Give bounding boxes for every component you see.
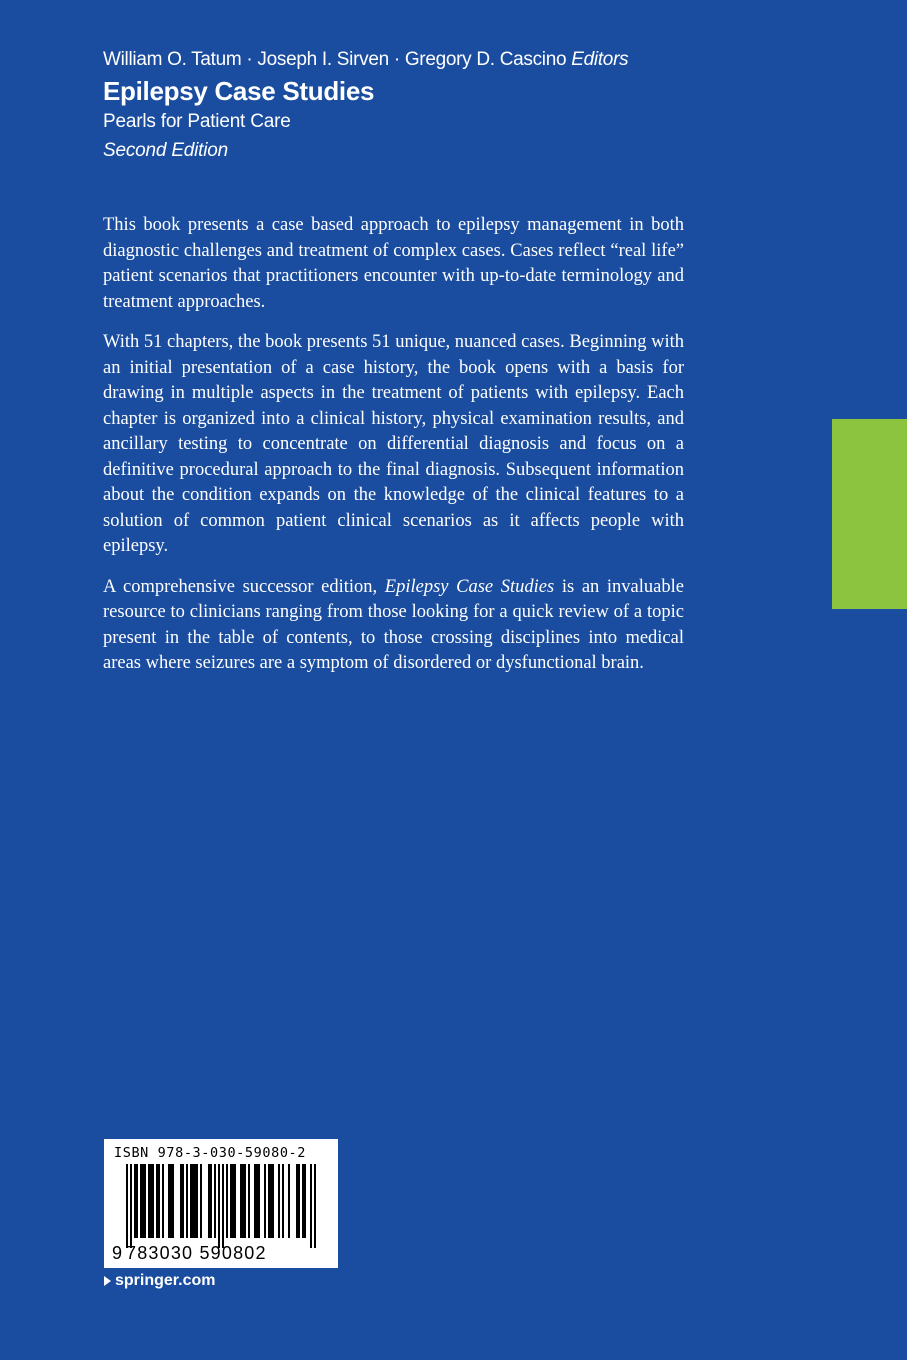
barcode-bar bbox=[288, 1164, 290, 1238]
barcode-bar bbox=[158, 1164, 160, 1238]
barcode-bar bbox=[310, 1164, 312, 1248]
barcode-bar bbox=[218, 1164, 220, 1248]
barcode-bar bbox=[264, 1164, 266, 1238]
triangle-arrow-icon bbox=[104, 1276, 111, 1286]
barcode-bar bbox=[278, 1164, 280, 1238]
barcode-bar bbox=[302, 1164, 304, 1238]
barcode-bar bbox=[190, 1164, 192, 1238]
cover-header bbox=[103, 46, 703, 166]
barcode-bar bbox=[152, 1164, 154, 1238]
book-title: Epilepsy Case Studies bbox=[103, 76, 375, 106]
barcode-bar bbox=[268, 1164, 270, 1238]
barcode-bar bbox=[144, 1164, 146, 1238]
barcode-bar bbox=[298, 1164, 300, 1238]
barcode-bar bbox=[304, 1164, 306, 1238]
barcode-digits: 783030 590802 bbox=[126, 1243, 267, 1263]
barcode-bar bbox=[314, 1164, 316, 1248]
barcode-bar bbox=[148, 1164, 150, 1238]
barcode-bar bbox=[256, 1164, 258, 1238]
barcode-bar bbox=[258, 1164, 260, 1238]
description-paragraph bbox=[103, 575, 684, 677]
paragraph-book-title: Epilepsy Case Studies bbox=[384, 576, 555, 597]
barcode-bar bbox=[130, 1164, 132, 1248]
barcode-bar bbox=[226, 1164, 228, 1238]
barcode-bar bbox=[240, 1164, 242, 1238]
book-description bbox=[103, 213, 684, 692]
barcode-bar bbox=[234, 1164, 236, 1238]
barcode-first-digit: 9 bbox=[112, 1243, 123, 1263]
barcode-bar bbox=[200, 1164, 202, 1238]
barcode-bar bbox=[192, 1164, 194, 1238]
barcode-bar bbox=[186, 1164, 188, 1238]
barcode-bar bbox=[150, 1164, 152, 1238]
barcode-bar bbox=[196, 1164, 198, 1238]
barcode-bar bbox=[248, 1164, 250, 1238]
barcode-bar bbox=[210, 1164, 212, 1238]
barcode-bar bbox=[214, 1164, 216, 1238]
paragraph-text: is an invaluable resource to clinicians ranging from those looking for a quick review of a topic present in the table of contents, to those crossing disciplines into medical areas where seizures are a symptom of disordered or dysfunctional brain. bbox=[103, 576, 684, 673]
isbn-label: ISBN 978-3-030-59080-2 bbox=[114, 1145, 307, 1161]
barcode-bar bbox=[282, 1164, 284, 1238]
color-tab bbox=[832, 419, 907, 609]
paragraph-text: A comprehensive successor edition, bbox=[103, 576, 385, 597]
book-subtitle: Pearls for Patient Care bbox=[103, 111, 291, 132]
barcode-bar bbox=[232, 1164, 234, 1238]
barcode-bar bbox=[270, 1164, 272, 1238]
barcode-bar bbox=[230, 1164, 232, 1238]
barcode-bar bbox=[180, 1164, 182, 1238]
description-paragraph: With 51 chapters, the book presents 51 unique, nuanced cases. Beginning with an initial presentation of a case history, the book opens with a basis for drawing in multiple aspects in the treatment of patients with epilepsy. Each chapter is organized into a clinical history, physical examination results, and ancillary testing to concentrate on differential diagnosis and focus on a definitive procedural approach to the final diagnosis. Subsequent information about the condition expands on the knowledge of the clinical features to a solution of common patient clinical scenarios as it affects people with epilepsy. bbox=[103, 332, 684, 556]
barcode-bar bbox=[156, 1164, 158, 1238]
barcode-bar bbox=[168, 1164, 170, 1238]
editors-names: William O. Tatum · Joseph I. Sirven · Gregory D. Cascino bbox=[103, 49, 567, 70]
publisher-link[interactable] bbox=[104, 1272, 215, 1290]
isbn-barcode bbox=[104, 1139, 338, 1268]
description-paragraph: This book presents a case based approach to epilepsy management in both diagnostic challenges and treatment of complex cases. Cases reflect “real life” patient scenarios that practitioners encounter with up-to-date terminology and treatment approaches. bbox=[103, 215, 684, 312]
book-edition: Second Edition bbox=[103, 140, 229, 161]
barcode-bar bbox=[136, 1164, 138, 1238]
barcode-bar bbox=[222, 1164, 224, 1248]
publisher-url: springer.com bbox=[115, 1272, 216, 1289]
barcode-bar bbox=[134, 1164, 136, 1238]
barcode-bar bbox=[162, 1164, 164, 1238]
barcode-bar bbox=[182, 1164, 184, 1238]
barcode-bar bbox=[208, 1164, 210, 1238]
editors-line bbox=[103, 46, 703, 74]
barcode-bar bbox=[296, 1164, 298, 1238]
barcode-bar bbox=[140, 1164, 142, 1238]
barcode-bar bbox=[242, 1164, 244, 1238]
barcode-bar bbox=[244, 1164, 246, 1238]
barcode-bar bbox=[126, 1164, 128, 1248]
barcode-bar bbox=[254, 1164, 256, 1238]
barcode-bar bbox=[170, 1164, 172, 1238]
barcode-bar bbox=[272, 1164, 274, 1238]
barcode-bar bbox=[142, 1164, 144, 1238]
barcode-bar bbox=[172, 1164, 174, 1238]
editors-role: Editors bbox=[571, 49, 629, 70]
barcode-bar bbox=[194, 1164, 196, 1238]
